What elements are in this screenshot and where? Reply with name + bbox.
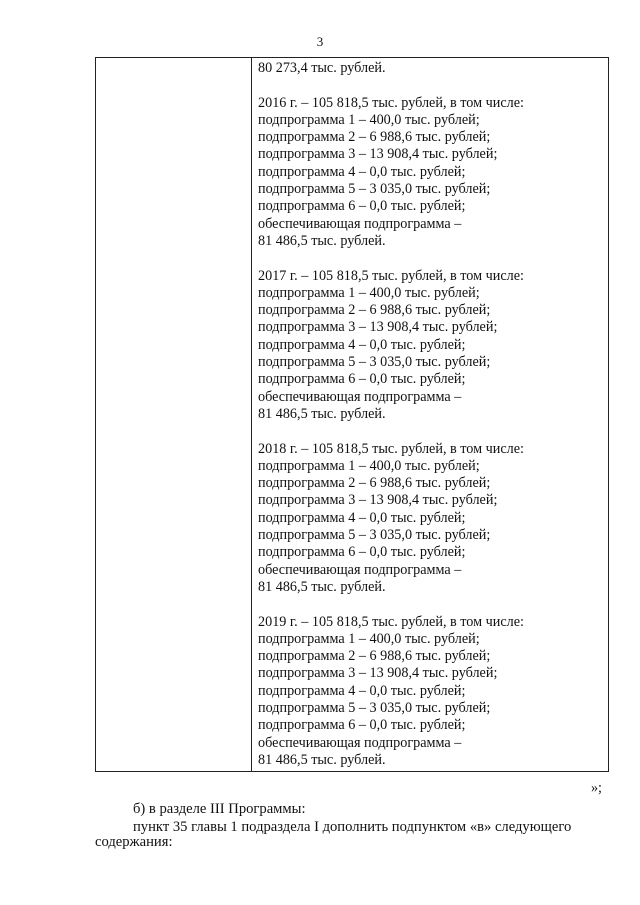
cell-line: подпрограмма 1 – 400,0 тыс. рублей; xyxy=(258,284,480,301)
cell-line: обеспечивающая подпрограмма – xyxy=(258,561,462,578)
cell-line: 81 486,5 тыс. рублей. xyxy=(258,578,386,595)
cell-line: подпрограмма 6 – 0,0 тыс. рублей; xyxy=(258,544,466,561)
blank-line xyxy=(258,250,604,267)
cell-line: подпрограмма 2 – 6 988,6 тыс. рублей; xyxy=(258,129,491,146)
cell-line: подпрограмма 3 – 13 908,4 тыс. рублей; xyxy=(258,665,498,682)
cell-line: обеспечивающая подпрограмма – xyxy=(258,215,462,232)
blank-line xyxy=(258,423,604,440)
cell-line: подпрограмма 3 – 13 908,4 тыс. рублей; xyxy=(258,492,498,509)
cell-line: 2019 г. – 105 818,5 тыс. рублей, в том числе: xyxy=(258,613,524,630)
cell-line: 81 486,5 тыс. рублей. xyxy=(258,232,386,249)
cell-line: подпрограмма 3 – 13 908,4 тыс. рублей; xyxy=(258,319,498,336)
paragraph-item-35: пункт 35 главы 1 подраздела I дополнить подпунктом «в» следующего xyxy=(133,819,572,835)
cell-line: обеспечивающая подпрограмма – xyxy=(258,734,462,751)
paragraph-content: содержания: xyxy=(95,834,173,850)
cell-line: подпрограмма 2 – 6 988,6 тыс. рублей; xyxy=(258,302,491,319)
cell-line: подпрограмма 6 – 0,0 тыс. рублей; xyxy=(258,371,466,388)
cell-line: подпрограмма 5 – 3 035,0 тыс. рублей; xyxy=(258,181,491,198)
blank-line xyxy=(258,77,604,94)
cell-line: подпрограмма 2 – 6 988,6 тыс. рублей; xyxy=(258,648,491,665)
cell-line: 2016 г. – 105 818,5 тыс. рублей, в том числе: xyxy=(258,94,524,111)
blank-line xyxy=(258,596,604,613)
cell-line: 81 486,5 тыс. рублей. xyxy=(258,405,386,422)
column-divider xyxy=(251,58,252,771)
cell-line: подпрограмма 1 – 400,0 тыс. рублей; xyxy=(258,630,480,647)
cell-line: 2017 г. – 105 818,5 тыс. рублей, в том числе: xyxy=(258,267,524,284)
cell-line: подпрограмма 5 – 3 035,0 тыс. рублей; xyxy=(258,699,491,716)
cell-line: подпрограмма 5 – 3 035,0 тыс. рублей; xyxy=(258,354,491,371)
cell-line: подпрограмма 4 – 0,0 тыс. рублей; xyxy=(258,336,466,353)
cell-line: подпрограмма 4 – 0,0 тыс. рублей; xyxy=(258,163,466,180)
cell-line: подпрограмма 6 – 0,0 тыс. рублей; xyxy=(258,198,466,215)
cell-line: подпрограмма 2 – 6 988,6 тыс. рублей; xyxy=(258,475,491,492)
paragraph-section-b: б) в разделе III Программы: xyxy=(133,801,306,817)
cell-line: обеспечивающая подпрограмма – xyxy=(258,388,462,405)
cell-line: подпрограмма 4 – 0,0 тыс. рублей; xyxy=(258,509,466,526)
cell-line: 80 273,4 тыс. рублей. xyxy=(258,60,386,76)
page-number: 3 xyxy=(316,34,324,49)
funding-cell xyxy=(258,60,604,769)
cell-line: подпрограмма 6 – 0,0 тыс. рублей; xyxy=(258,717,466,734)
cell-line: подпрограмма 1 – 400,0 тыс. рублей; xyxy=(258,457,480,474)
cell-line: подпрограмма 1 – 400,0 тыс. рублей; xyxy=(258,111,480,128)
funding-table xyxy=(95,57,609,772)
cell-line: 81 486,5 тыс. рублей. xyxy=(258,751,386,768)
cell-line: 2018 г. – 105 818,5 тыс. рублей, в том числе: xyxy=(258,440,524,457)
cell-line: подпрограмма 3 – 13 908,4 тыс. рублей; xyxy=(258,146,498,163)
cell-line: подпрограмма 5 – 3 035,0 тыс. рублей; xyxy=(258,527,491,544)
cell-line: подпрограмма 4 – 0,0 тыс. рублей; xyxy=(258,682,466,699)
closing-quote: »; xyxy=(590,780,602,796)
